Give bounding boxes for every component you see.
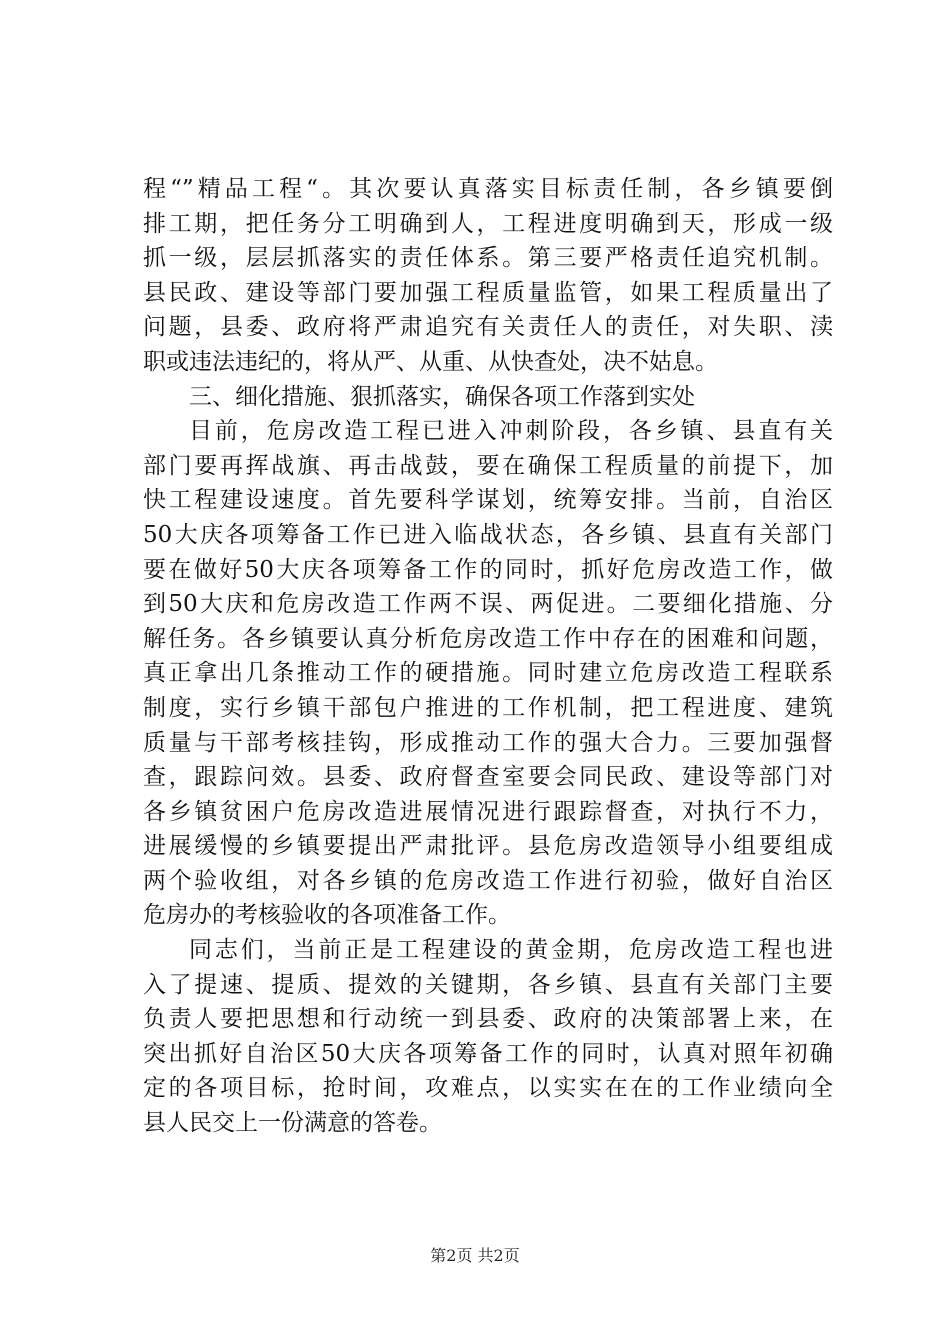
- text-line: 制度，实行乡镇干部包户推进的工作机制，把工程进度、建筑: [143, 694, 833, 721]
- text-line: 部门要再挥战旗、再击战鼓，要在确保工程质量的前提下，加: [143, 452, 833, 479]
- text-line: 到50大庆和危房改造工作两不误、两促进。二要细化措施、分: [143, 591, 833, 618]
- text-line: 同志们，当前正是工程建设的黄金期，危房改造工程也进: [189, 937, 833, 964]
- text-line: 负责人要把思想和行动统一到县委、政府的决策部署上来，在: [143, 1006, 833, 1033]
- text-line: 两个验收组，对各乡镇的危房改造工作进行初验，做好自治区: [143, 867, 833, 894]
- paragraph-closing: [143, 933, 833, 1141]
- text-line: 县民政、建设等部门要加强工程质量监管，如果工程质量出了: [143, 279, 833, 306]
- text-line: 抓一级，层层抓落实的责任体系。第三要严格责任追究机制。: [143, 245, 833, 272]
- text-line: 突出抓好自治区50大庆各项筹备工作的同时，认真对照年初确: [143, 1040, 833, 1067]
- page-number: 第2页 共2页: [430, 1246, 520, 1265]
- paragraph-measures: [143, 414, 833, 933]
- document-body: [143, 172, 833, 1141]
- page-footer: [0, 1243, 950, 1266]
- text-line: 危房办的考核验收的各项准备工作。: [143, 902, 511, 929]
- text-line: 入了提速、提质、提效的关键期，各乡镇、县直有关部门主要: [143, 971, 833, 998]
- text-line: 问题，县委、政府将严肃追究有关责任人的责任，对失职、渎: [143, 314, 833, 341]
- text-line: 质量与干部考核挂钩，形成推动工作的强大合力。三要加强督: [143, 729, 833, 756]
- section-heading: [143, 380, 833, 415]
- text-line: 排工期，把任务分工明确到人，工程进度明确到天，形成一级: [143, 210, 833, 237]
- text-line: 查，跟踪问效。县委、政府督查室要会同民政、建设等部门对: [143, 764, 833, 791]
- text-line: 50大庆各项筹备工作已进入临战状态，各乡镇、县直有关部门: [143, 521, 833, 548]
- heading-text: 三、细化措施、狠抓落实，确保各项工作落到实处: [189, 383, 695, 410]
- text-line: 职或违法违纪的，将从严、从重、从快查处，决不姑息。: [143, 348, 718, 375]
- text-line: 真正拿出几条推动工作的硬措施。同时建立危房改造工程联系: [143, 660, 833, 687]
- text-line: 快工程建设速度。首先要科学谋划，统筹安排。当前，自治区: [143, 487, 833, 514]
- text-line: 县人民交上一份满意的答卷。: [143, 1110, 442, 1137]
- text-line: 各乡镇贫困户危房改造进展情况进行跟踪督查，对执行不力，: [143, 798, 833, 825]
- text-line: 进展缓慢的乡镇要提出严肃批评。县危房改造领导小组要组成: [143, 833, 833, 860]
- text-line: 目前，危房改造工程已进入冲刺阶段，各乡镇、县直有关: [189, 418, 833, 445]
- text-line: 解任务。各乡镇要认真分析危房改造工作中存在的困难和问题，: [143, 625, 833, 652]
- paragraph-continued: [143, 172, 833, 380]
- text-line: 要在做好50大庆各项筹备工作的同时，抓好危房改造工作，做: [143, 556, 833, 583]
- text-line: 程“”精品工程“。其次要认真落实目标责任制，各乡镇要倒: [143, 176, 833, 202]
- text-line: 定的各项目标，抢时间，攻难点，以实实在在的工作业绩向全: [143, 1075, 833, 1102]
